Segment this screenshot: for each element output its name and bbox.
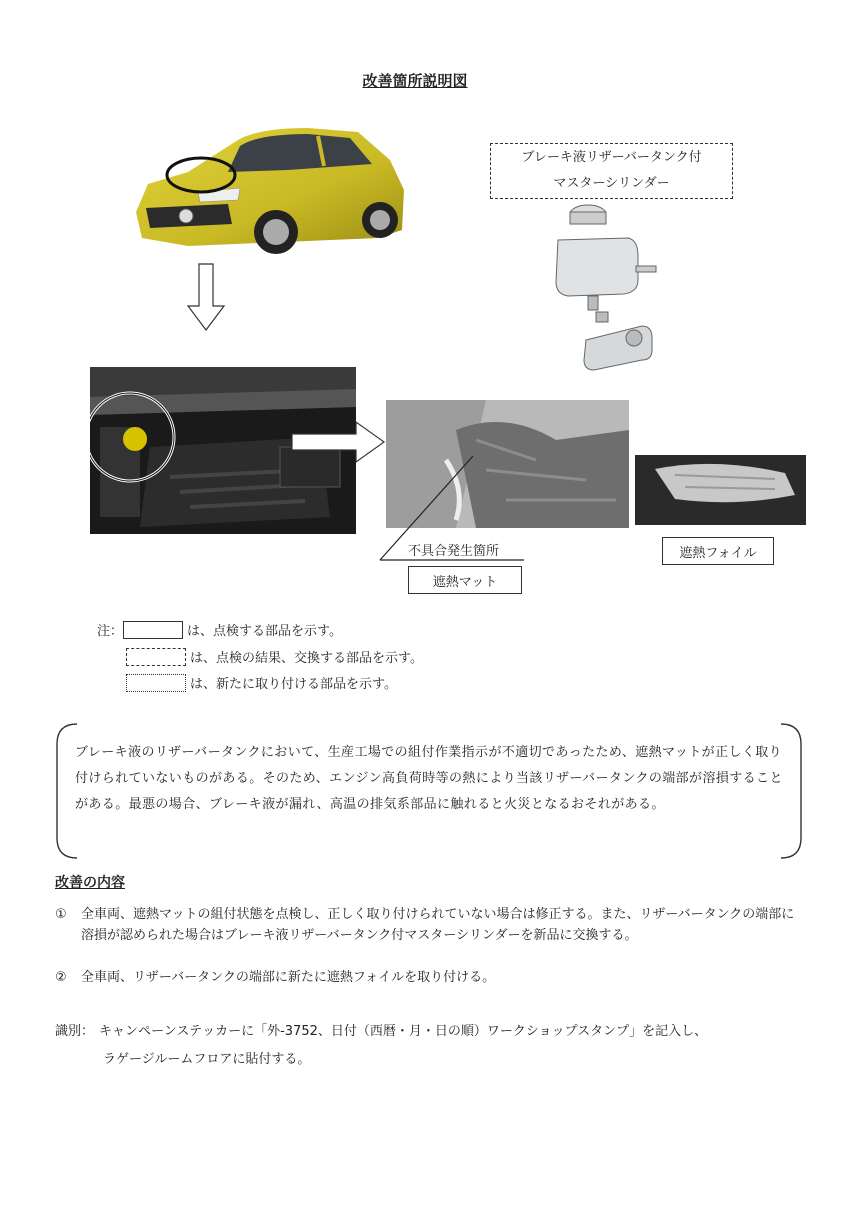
improvement-item-1-text: 全車両、遮熱マットの組付状態を点検し、正しく取り付けられていない場合は修正する。また、リザーバータンクの端部に溶損が認められた場合はブレーキ液リザーバータンク付マスターシリンダーを新品に交換する。: [81, 907, 795, 943]
legend-row-dashed: [126, 647, 423, 666]
legend-dashed-text: は、点検の結果、交換する部品を示す。: [190, 651, 423, 666]
legend-dotted-sample: [126, 674, 186, 692]
legend-dotted-text: は、新たに取り付ける部品を示す。: [190, 677, 397, 692]
improvement-item-1-num: ①: [55, 907, 67, 922]
improvement-item-2: [55, 967, 805, 988]
defect-location-label: 不具合発生箇所: [408, 544, 500, 559]
legend-row-solid: [97, 620, 342, 639]
car-image: [128, 120, 410, 265]
improvement-item-1: [55, 904, 805, 946]
down-arrow-icon: [186, 262, 226, 332]
legend-prefix: 注：: [97, 624, 124, 639]
description-text: ブレーキ液のリザーバータンクにおいて、生産工場での組付作業指示が不適切であったため、遮熱マットが正しく取り付けられていないものがある。そのため、エンジン高負荷時等の熱により当該リザーバータンクの端部が溶損することがある。最悪の場合、ブレーキ液が漏れ、高温の排気系部品に触れると火災となるおそれがある。: [75, 745, 783, 812]
part-label-line2: マスターシリンダー: [553, 176, 670, 191]
improvement-item-2-text: 全車両、リザーバータンクの端部に新たに遮熱フォイルを取り付ける。: [81, 970, 496, 985]
legend-row-dotted: [126, 673, 397, 692]
heat-foil-label: 遮熱フォイル: [662, 537, 774, 565]
improvement-heading: 改善の内容: [55, 875, 125, 891]
legend-solid-text: は、点検する部品を示す。: [187, 624, 342, 639]
master-cylinder-image: [548, 200, 666, 380]
heat-mat-label: 遮熱マット: [408, 566, 522, 594]
identification-line1: キャンペーンステッカーに「外-3752、日付（西暦・月・日の順）ワークショップスタンプ」を記入し、: [99, 1024, 708, 1039]
part-label-line1: ブレーキ液リザーバータンク付: [521, 150, 702, 165]
heat-foil-photo: [635, 455, 806, 525]
legend-dashed-sample: [126, 648, 186, 666]
identification-label: 識別：: [55, 1024, 95, 1039]
improvement-item-2-num: ②: [55, 970, 67, 985]
identification-line2: ラゲージルームフロアに貼付する。: [103, 1052, 311, 1067]
page-title: 改善箇所説明図: [362, 72, 468, 90]
right-arrow-icon: [290, 420, 386, 464]
description-box: [55, 722, 803, 860]
part-label-box: [490, 143, 733, 199]
legend-solid-sample: [123, 621, 183, 639]
